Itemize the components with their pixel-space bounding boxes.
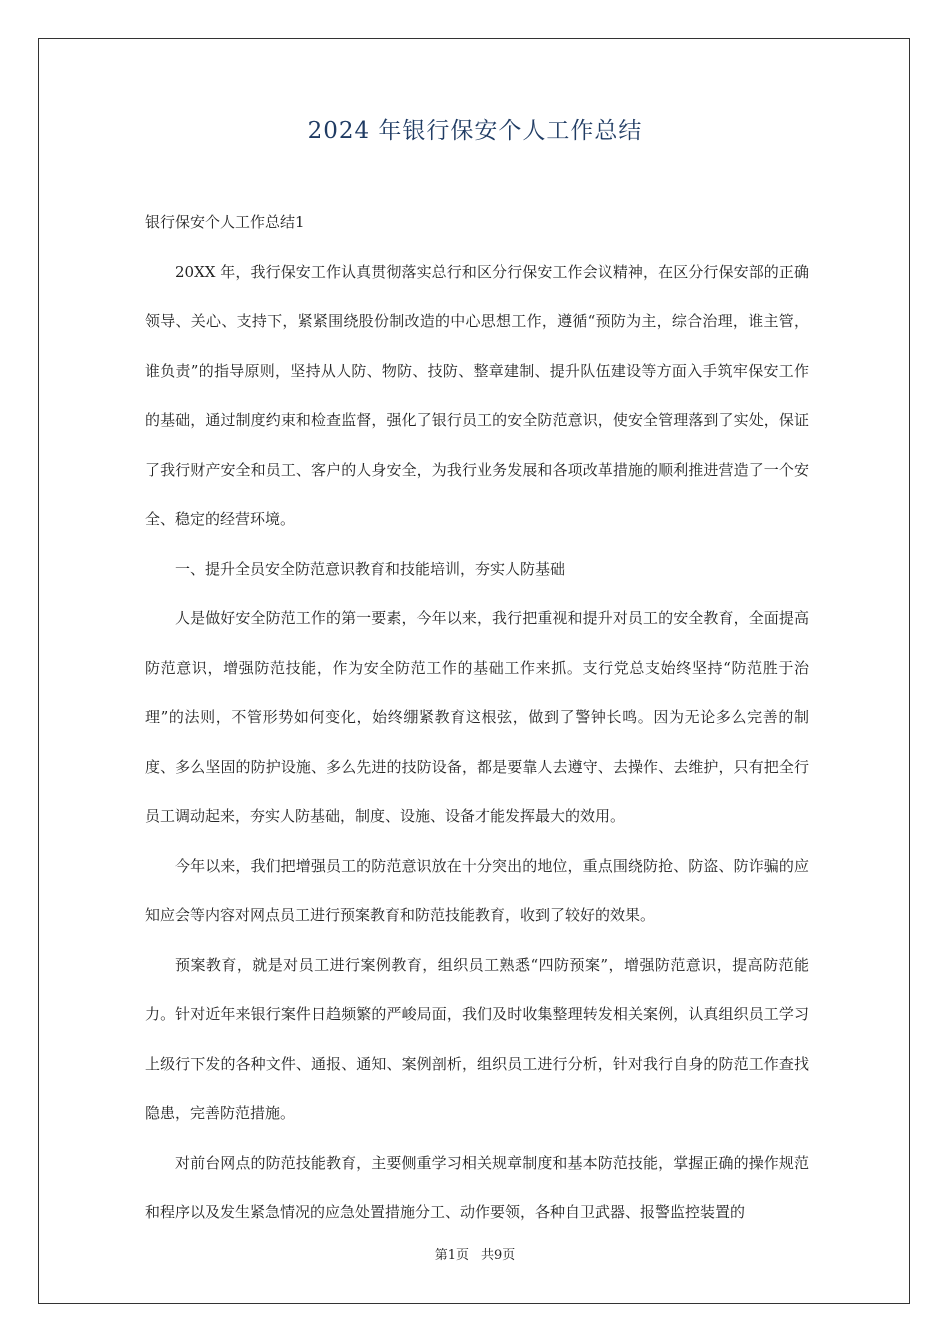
section-heading: 银行保安个人工作总结1 (145, 213, 305, 231)
page-total: 共9页 (481, 1248, 516, 1263)
paragraph: 对前台网点的防范技能教育，主要侧重学习相关规章制度和基本防范技能，掌握正确的操作规范和程序以及发生紧急情况的应急处置措施分工、动作要领，各种自卫武器、报警监控装置的 (145, 1153, 809, 1221)
paragraph-intro: 20XX 年，我行保安工作认真贯彻落实总行和区分行保安工作会议精神，在区分行保安部的正确领导、关心、支持下，紧紧围绕股份制改造的中心思想工作，遵循“预防为主，综合治理，谁主管，谁负责”的指导原则，坚持从人防、物防、技防、整章建制、提升队伍建设等方面入手筑牢保安工作的基础，通过制度约束和检查监督，强化了银行员工的安全防范意识，使安全管理落到了实处，保证了我行财产安全和员工、客户的人身安全，为我行业务发展和各项改革措施的顺利推进营造了一个安全、稳定的经营环境。 (145, 262, 809, 528)
document-body (145, 198, 809, 1238)
document-title: 2024 年银行保安个人工作总结 (307, 118, 643, 144)
page-footer (0, 1244, 950, 1263)
paragraph: 人是做好安全防范工作的第一要素，今年以来，我行把重视和提升对员工的安全教育，全面提高防范意识，增强防范技能，作为安全防范工作的基础工作来抓。支行党总支始终坚持“防范胜于治理”的法则，不管形势如何变化，始终绷紧教育这根弦，做到了警钟长鸣。因为无论多么完善的制度、多么坚固的防护设施、多么先进的技防设备，都是要靠人去遵守、去操作、去维护，只有把全行员工调动起来，夯实人防基础，制度、设施、设备才能发挥最大的效用。 (145, 609, 809, 825)
page-number: 第1页 (434, 1248, 469, 1263)
paragraph-heading-1: 一、提升全员安全防范意识教育和技能培训，夯实人防基础 (175, 559, 566, 578)
paragraph: 今年以来，我们把增强员工的防范意识放在十分突出的地位，重点围绕防抢、防盗、防诈骗的应知应会等内容对网点员工进行预案教育和防范技能教育，收到了较好的效果。 (145, 856, 809, 924)
paragraph: 预案教育，就是对员工进行案例教育，组织员工熟悉“四防预案”，增强防范意识，提高防范能力。针对近年来银行案件日趋频繁的严峻局面，我们及时收集整理转发相关案例，认真组织员工学习上级行下发的各种文件、通报、通知、案例剖析，组织员工进行分析，针对我行自身的防范工作查找隐患，完善防范措施。 (145, 955, 809, 1122)
